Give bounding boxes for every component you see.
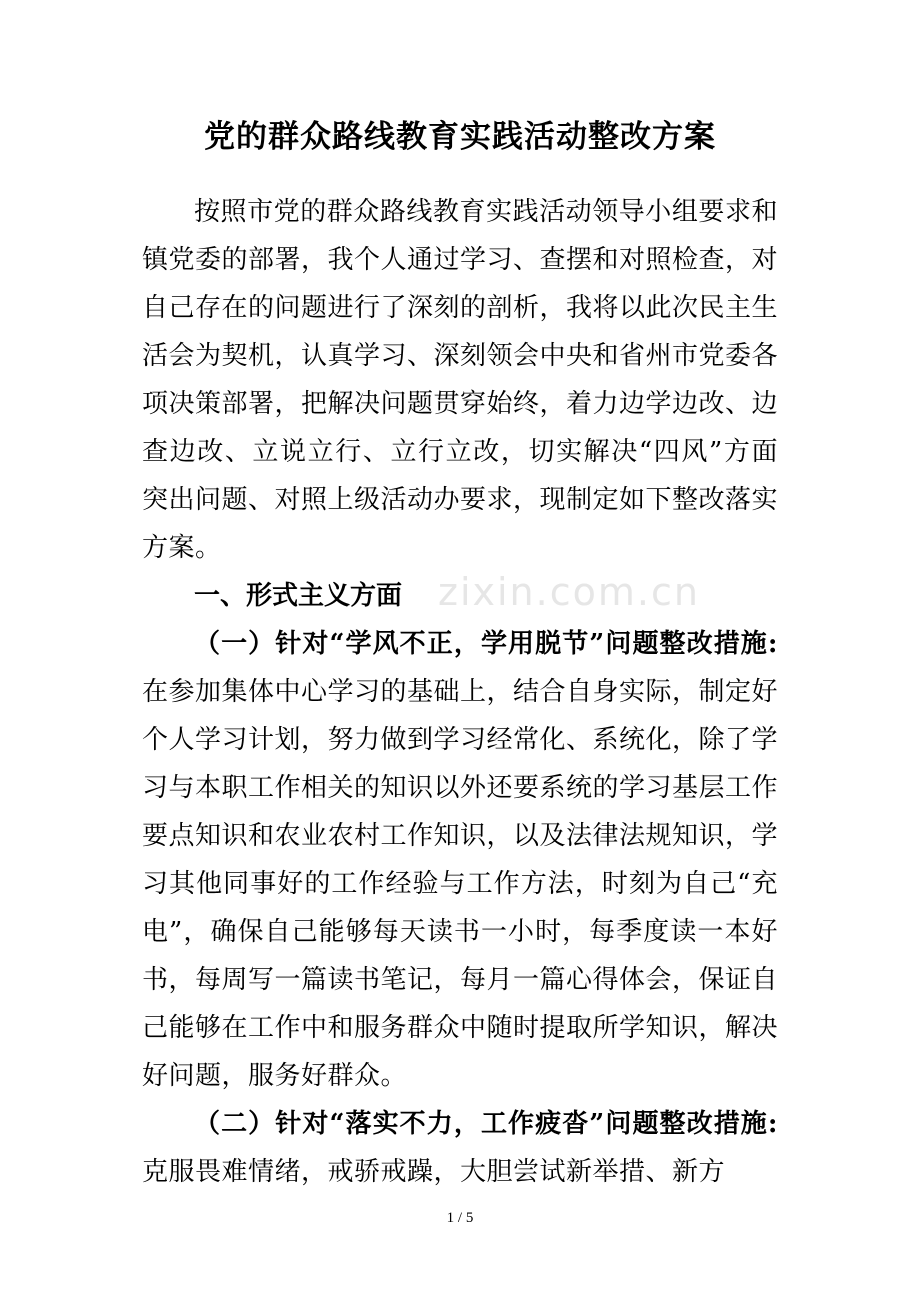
document-title: 党的群众路线教育实践活动整改方案 — [204, 119, 716, 155]
item-2-body: 克服畏难情绪，戒骄戒躁，大胆尝试新举措、新方 — [142, 1157, 726, 1187]
section-heading-formalism: 一、形式主义方面 — [194, 581, 403, 611]
item-2-paragraph — [142, 1100, 778, 1196]
item-1-body: 在参加集体中心学习的基础上，结合自身实际，制定好个人学习计划，努力做到学习经常化、系统化，除了学习与本职工作相关的知识以外还要系统的学习基层工作要点知识和农业农村工作知识，以及法律法规知识，学习其他同事好的工作经验与工作方法，时刻为自己“充电”，确保自己能够每天读书一小时，每季度读一本好书，每周写一篇读书笔记，每月一篇心得体会，保证自己能够在工作中和服务群众中随时提取所学知识，解决好问题，服务好群众。 — [142, 677, 779, 1091]
intro-paragraph: 按照市党的群众路线教育实践活动领导小组要求和镇党委的部署，我个人通过学习、查摆和对照检查，对自己存在的问题进行了深刻的剖析，我将以此次民主生活会为契机，认真学习、深刻领会中央和省州市党委各项决策部署，把解决问题贯穿始终，着力边学边改、边查边改、立说立行、立行立改，切实解决“四风”方面突出问题、对照上级活动办要求，现制定如下整改落实方案。 — [142, 197, 779, 563]
watermark-text: zixin.com.cn — [438, 570, 700, 614]
item-1-paragraph — [142, 620, 778, 1100]
item-2-lead: （二）针对“落实不力，工作疲沓”问题整改措施: — [194, 1109, 778, 1139]
item-1-lead: （一）针对“学风不正，学用脱节”问题整改措施: — [194, 629, 778, 659]
document-body — [142, 188, 778, 1196]
page-number: 1 / 5 — [446, 1210, 474, 1226]
